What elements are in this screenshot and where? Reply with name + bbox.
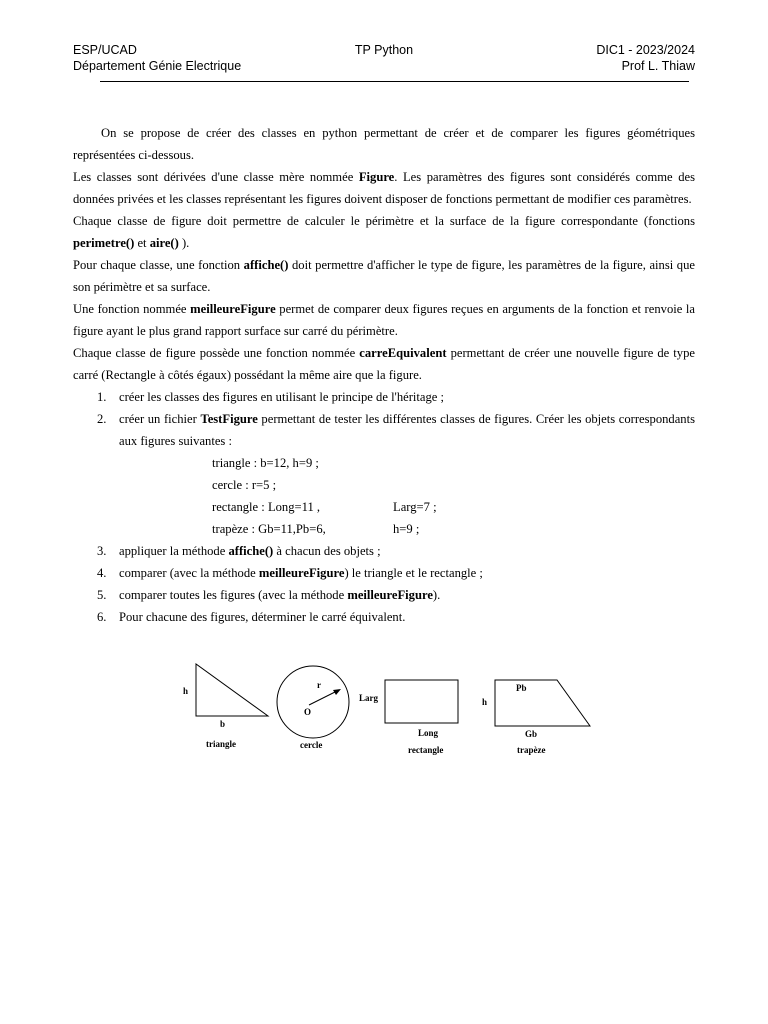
list-item [73,606,695,628]
text: Une fonction nommée [73,302,191,316]
triangle-shape [196,664,268,716]
paragraph-affiche [73,254,695,298]
keyword: carreEquivalent [359,346,447,360]
keyword: meilleureFigure [347,588,433,602]
text: permettant de créer une nouvelle figure de type carré (Rectangle à côtés égaux) possédant la même aire que la figure. [73,346,695,382]
header-course-year: DIC1 - 2023/2024 [596,43,695,57]
text: Pour chaque classe, une fonction [73,258,244,272]
item-number: 4. [97,566,107,580]
trapeze-caption: trapèze [517,745,546,755]
triangle-h-label: h [183,686,189,696]
object-trapeze [119,518,695,540]
keyword: meilleureFigure [190,302,276,316]
text: doit permettre d'afficher le type de figure, les paramètres de la figure, ainsi que son périmètre et sa surface. [73,258,695,294]
item-text: comparer (avec la méthode [119,566,259,580]
item-text: ) le triangle et le rectangle ; [344,566,483,580]
keyword: affiche() [243,258,289,272]
keyword: perimetre() [73,236,135,250]
object-cercle [119,474,695,496]
trapeze-gb-label: Gb [525,729,538,739]
rectangle-caption: rectangle [408,745,444,755]
item-number: 3. [97,544,107,558]
text: permet de comparer deux figures reçues en arguments de la fonction et renvoie la figure ayant le plus grand rapport surface sur carré du périmètre. [73,302,696,338]
radius-arrowhead-icon [333,689,341,695]
circle-caption: cercle [300,740,323,750]
text: . Les paramètres des figures sont considérés comme des données privées et les classes représentant les figures doivent disposer de fonctions permettant de modifier ces paramètres. [73,170,695,206]
triangle-figure [183,664,268,749]
triangle-b-label: b [220,719,226,729]
object-text: cercle : r=5 ; [212,478,277,492]
trapeze-figure [482,680,590,755]
header-school: ESP/UCAD [73,43,137,57]
document-body [73,122,695,628]
item-text: ). [432,588,441,602]
text: Chaque classe de figure possède une fonction nommée [73,346,360,360]
header-rule [100,81,689,82]
object-text: triangle : b=12, h=9 ; [212,456,319,470]
item-text: permettant de tester les différentes classes de figures. Créer les objets correspondants aux figures suivantes : [119,412,696,448]
list-item [73,408,695,540]
item-number: 2. [97,412,107,426]
header-title: TP Python [354,43,414,57]
list-item [73,540,695,562]
text: ). [178,236,190,250]
item-number: 6. [97,610,107,624]
item-text: comparer toutes les figures (avec la méthode [119,588,348,602]
item-text: à chacun des objets ; [273,544,381,558]
trapeze-shape [495,680,590,726]
text: Les classes sont dérivées d'une classe mère nommée [73,170,359,184]
circle-shape [277,666,349,738]
header-department: Département Génie Electrique [73,59,242,73]
paragraph-meilleure-figure [73,298,695,342]
item-text: créer les classes des figures en utilisant le principe de l'héritage ; [119,390,445,404]
keyword: TestFigure [200,412,258,426]
keyword: aire() [149,236,179,250]
object-text: Larg=7 ; [393,500,437,514]
rectangle-figure [359,680,458,755]
rectangle-larg-label: Larg [359,693,378,703]
list-item [73,386,695,408]
text: Chaque classe de figure doit permettre de calculer le périmètre et la surface de la figure correspondante (fonctions [73,214,695,228]
object-text: rectangle : Long=11 , [212,500,321,514]
paragraph-classes [73,166,695,210]
keyword: affiche() [228,544,274,558]
item-text: Pour chacune des figures, déterminer le carré équivalent. [119,610,406,624]
header-professor: Prof L. Thiaw [621,59,695,73]
item-text: créer un fichier [119,412,201,426]
paragraph-carre-equivalent [73,342,695,386]
object-triangle [119,452,695,474]
list-item [73,584,695,606]
triangle-caption: triangle [206,739,236,749]
item-text: appliquer la méthode [119,544,229,558]
circle-r-label: r [317,680,321,690]
object-list [119,452,695,540]
object-text: h=9 ; [393,522,420,536]
item-number: 5. [97,588,107,602]
circle-radius-line [309,691,337,705]
object-text: trapèze : Gb=11,Pb=6, [212,522,326,536]
header-right [596,42,695,74]
paragraph-perimeter-area [73,210,695,254]
paragraph-intro: On se propose de créer des classes en python permettant de créer et de comparer les figures géométriques représentées ci-dessous. [73,126,695,162]
list-item [73,562,695,584]
text: et [134,236,150,250]
object-rectangle [119,496,695,518]
circle-center-label: O [304,707,312,717]
keyword: meilleureFigure [258,566,345,580]
keyword: Figure [358,170,395,184]
trapeze-h-label: h [482,697,488,707]
task-list [73,386,695,628]
trapeze-pb-label: Pb [516,683,527,693]
item-number: 1. [97,390,107,404]
circle-figure [277,666,349,750]
rectangle-long-label: Long [418,728,439,738]
rectangle-shape [385,680,458,723]
